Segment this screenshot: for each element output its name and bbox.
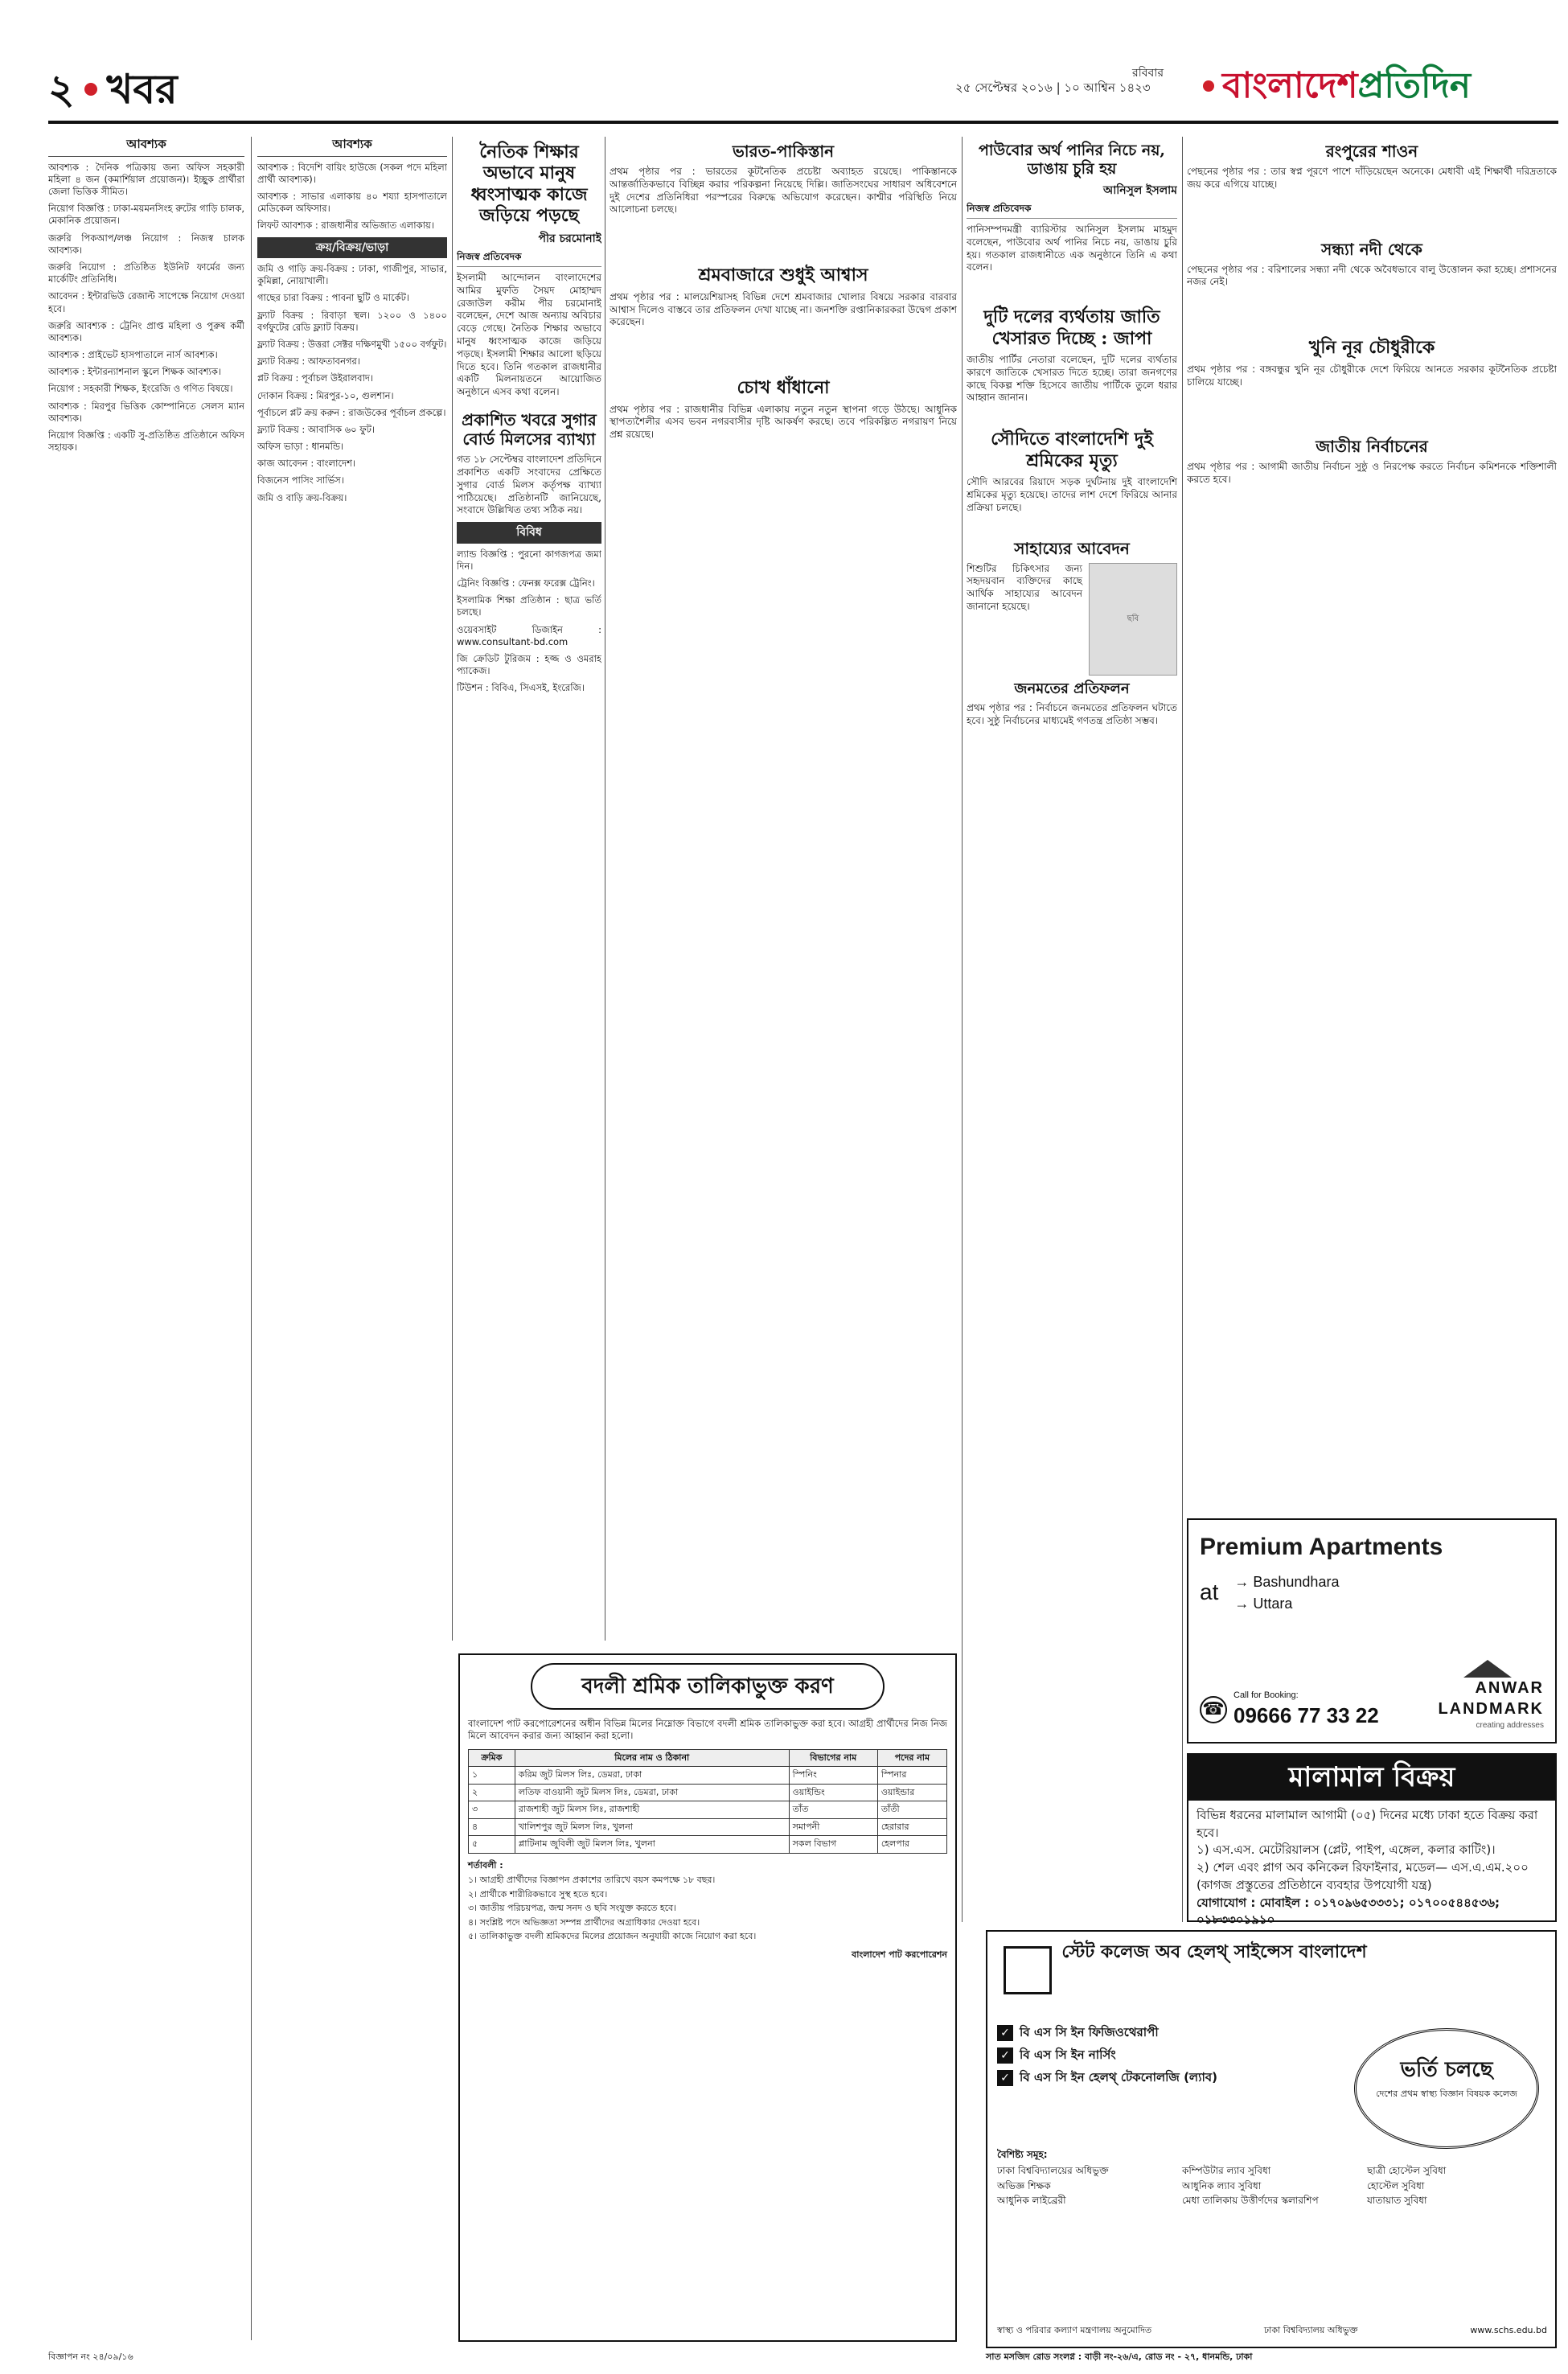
admission-subtitle: দেশের প্রথম স্বাস্থ্য বিজ্ঞান বিষয়ক কলেজ (1376, 2089, 1517, 2100)
table-cell: ৫ (469, 1836, 515, 1854)
classified-item: জমি ও গাড়ি ক্রয়-বিক্রয় : ঢাকা, গাজীপুর, সাভার, কুমিল্লা, নোয়াখালী। (257, 263, 447, 287)
column-divider (962, 137, 963, 1922)
classified-item: প্লট বিক্রয় : পূর্বাচল উইরালবাদ। (257, 372, 374, 384)
classified-item: পূর্বাচলে প্লট ক্রয় করুন : রাজউকের পূর্বাচল প্রকল্পে। (257, 406, 446, 418)
college-address: সাত মসজিদ রোড সংলগ্ন : বাড়ী নং-২৬/এ, রোড নং - ২৭, ধানমন্ডি, ঢাকা (986, 2351, 1253, 2362)
phone-icon: ☎ (1200, 1696, 1227, 1723)
classifieds-column-1 (48, 137, 244, 2340)
location-item: → Bashundhara (1234, 1573, 1340, 1590)
feature-item: যাতায়াত সুবিধা (1367, 2195, 1427, 2207)
classified-item: লিফট আবশ্যক : রাজধানীর অভিজাত এলাকায়। (257, 220, 434, 232)
classified-item: আবশ্যক : ইন্টারন্যাশনাল স্কুলে শিক্ষক আবশ্যক। (48, 366, 221, 378)
table-cell: প্লাটিনাম জুবিলী জুট মিলস লিঃ, খুলনা (515, 1836, 789, 1854)
logo-tagline: creating addresses (1476, 1720, 1544, 1730)
conditions (468, 1860, 947, 1943)
classified-item: ওয়েবসাইট ডিজাইন : www.consultant-bd.com (457, 623, 601, 647)
table-cell: হেরারার (877, 1818, 946, 1836)
ministry-approval: স্বাস্থ্য ও পরিবার কল্যাণ মন্ত্রণালয় অনুমোদিত (997, 2325, 1152, 2336)
news-column-3 (457, 137, 601, 1641)
classified-item: আবশ্যক : সাভার এলাকায় ৪০ শয্যা হাসপাতালে মেডিকেল অফিসার। (257, 191, 447, 215)
table-body (469, 1767, 947, 1854)
table-cell: স্পিনার (877, 1767, 946, 1785)
table-header-cell: ক্রমিক (469, 1749, 515, 1767)
brand-logo (1203, 63, 1471, 109)
classified-item: ট্রেনিং বিজ্ঞপ্তি : ফেনক্স ফরেক্স ট্রেনিং। (457, 577, 595, 589)
header-day: রবিবার (1132, 67, 1164, 80)
table-cell: তাঁতী (877, 1801, 946, 1819)
article-body (967, 562, 1177, 623)
article-paragraph: গত ১৮ সেপ্টেম্বর বাংলাদেশ প্রতিদিনে প্রকাশিত একটি সংবাদের প্রেক্ষিতে সুগার বোর্ড মিলস কর্তৃপক্ষ ব্যাখ্যা পাঠিয়েছে। প্রতিষ্ঠানটি জানিয়েছে, সংবাদে উল্লিখিত তথ্য সঠিক নয়। (457, 454, 601, 516)
ad-title: মালামাল বিক্রয় (1188, 1755, 1555, 1801)
article-body (1187, 166, 1557, 191)
condition-item: ৪। সংশ্লিষ্ট পদে অভিজ্ঞতা সম্পন্ন প্রার্থীদের অগ্রাধিকার দেওয়া হবে। (468, 1916, 700, 1928)
page-header-left (48, 63, 178, 116)
page-number: ২ (48, 65, 75, 113)
section-name: খবর (106, 65, 178, 113)
classified-item: জি ক্রেডিট টুরিজম : হজ্জ ও ওমরাহ প্যাকেজ। (457, 652, 601, 677)
table-header-row (469, 1749, 947, 1767)
table-row (469, 1801, 947, 1819)
article-headline: শ্রমবাজারে শুধুই আশ্বাস (698, 265, 868, 286)
premium-apartments-ad (1187, 1518, 1557, 1744)
features-title: বৈশিষ্ট্য সমূহ: (997, 2149, 1048, 2160)
feature-item: হোস্টেল সুবিধা (1367, 2179, 1425, 2191)
classifieds-list (257, 162, 447, 232)
checkbox-icon: ✓ (997, 2025, 1013, 2041)
article-headline: খুনি নূর চৌধুরীকে (1308, 337, 1435, 359)
classified-item: দোকান বিক্রয় : মিরপুর-১০, গুলশান। (257, 389, 394, 401)
classified-item: ফ্ল্যাট বিক্রয় : আবাসিক ৬০ ফুট। (257, 423, 376, 435)
logo-mark-icon (1463, 1660, 1512, 1678)
features-grid (997, 2165, 1544, 2208)
brand-green: প্রতিদিন (1357, 65, 1471, 106)
checkbox-icon: ✓ (997, 2070, 1013, 2086)
article-byline: পীর চরমোনাই (538, 232, 601, 245)
article-paragraph: প্রথম পৃষ্ঠার পর : ভারতের কূটনৈতিক প্রচেষ্টা অব্যাহত রয়েছে। পাকিস্তানকে আন্তর্জাতিকভাবে বিচ্ছিন্ন করার পরিকল্পনা নিয়েছে দিল্লি। জাতিসংঘের সাধারণ অধিবেশনে দুই দেশের প্রতিনিধিরা পরস্পরের বিরুদ্ধে অভিযোগ করেছেন। কাশ্মীর পরিস্থিতি নিয়ে আলোচনা চলছে। (610, 166, 957, 216)
article-headline: প্রকাশিত খবরে সুগার বোর্ড মিলসের ব্যাখ্যা (462, 410, 597, 450)
company-logo (1438, 1660, 1544, 1731)
classified-item: জরুরি পিকআপ/লঞ্চ নিয়োগ : নিজস্ব চালক আবশ্যক। (48, 232, 244, 256)
course-name: বি এস সি ইন হেলথ্ টেকনোলজি (ল্যাব) (1020, 2070, 1218, 2085)
course-list (997, 2019, 1335, 2093)
classified-item: আবেদন : ইন্টারভিউ রেজাল্ট সাপেক্ষে নিয়োগ দেওয়া হবে। (48, 290, 244, 314)
location-item: → Uttara (1234, 1595, 1293, 1612)
article-paragraph: জাতীয় পার্টির নেতারা বলেছেন, দুটি দলের ব্যর্থতার কারণে জাতিকে খেসারত দিতে হচ্ছে। তারা জনগণের কাছে বিকল্প শক্তি হিসেবে জাতীয় পার্টিকে তুলে ধরার আহ্বান জানান। (967, 353, 1177, 404)
article-reporter: নিজস্ব প্রতিবেদক (457, 251, 601, 267)
section-heading: বিবিধ (457, 522, 601, 543)
article-paragraph: প্রথম পৃষ্ঠার পর : বঙ্গবন্ধুর খুনি নূর চৌধুরীকে দেশে ফিরিয়ে আনতে সরকার কূটনৈতিক প্রচেষ্টা চালিয়ে যাচ্ছে। (1187, 363, 1557, 388)
header-date: ২৫ সেপ্টেম্বর ২০১৬ | ১০ আশ্বিন ১৪২৩ (955, 80, 1151, 95)
brand-dot (1203, 80, 1214, 92)
classified-item: আবশ্যক : মিরপুর ভিত্তিক কোম্পানিতে সেলস ম্যান আবশ্যক। (48, 400, 244, 424)
ad-footer (997, 2325, 1547, 2337)
article-body (457, 272, 601, 399)
condition-item: ৩। জাতীয় পরিচয়পত্র, জন্ম সনদ ও ছবি সংযুক্ত করতে হবে। (468, 1903, 677, 1914)
feature-item: আধুনিক ল্যাব সুবিধা (1182, 2179, 1262, 2191)
feature-item: মেধা তালিকায় উত্তীর্ণদের স্কলারশিপ (1182, 2195, 1319, 2207)
course-item (997, 2047, 1335, 2064)
admission-badge (1354, 2028, 1539, 2149)
article-paragraph: প্রথম পৃষ্ঠার পর : মালয়েশিয়াসহ বিভিন্ন দেশে শ্রমবাজার খোলার বিষয়ে সরকার বারবার আশ্বাস দিলেও বাস্তবে তার প্রতিফলন দেখা যাচ্ছে না। জনশক্তি রপ্তানিকারকরা উদ্বেগ প্রকাশ করেছেন। (610, 290, 957, 328)
article-body (1187, 461, 1557, 487)
college-name: স্টেট কলেজ অব হেলথ্ সাইন্সেস বাংলাদেশ (1061, 1941, 1367, 1962)
classified-item: জরুরি নিয়োগ : প্রতিষ্ঠিত ইউনিট ফার্মের জন্য মার্কেটিং প্রতিনিধি। (48, 261, 244, 285)
table-cell: খালিশপুর জুট মিলস লিঃ, খুলনা (515, 1818, 789, 1836)
ad-item: ১) এস.এস. মেটেরিয়ালস (প্লেট, পাইপ, এঙ্গেল, কলার কাটিং)। (1197, 1842, 1496, 1858)
article-headline: জনমতের প্রতিফলন (1014, 680, 1130, 697)
table-cell: ৩ (469, 1801, 515, 1819)
course-name: বি এস সি ইন ফিজিওথেরাপী (1020, 2025, 1159, 2040)
state-college-ad (986, 1930, 1557, 2348)
table-cell: ১ (469, 1767, 515, 1785)
university-affiliation: ঢাকা বিশ্ববিদ্যালয় অধিভুক্ত (1263, 2325, 1358, 2336)
website-link[interactable]: www.schs.edu.bd (1470, 2325, 1547, 2336)
page-footer-code: বিজ্ঞাপন নং ২৪/০৯/১৬ (48, 2351, 133, 2362)
location-name: Uttara (1253, 1595, 1293, 1612)
ad-title: বদলী শ্রমিক তালিকাভুক্ত করণ (531, 1663, 885, 1710)
classified-item: অফিস ভাড়া : ধানমন্ডি। (257, 441, 344, 453)
table-header-cell: পদের নাম (877, 1749, 946, 1767)
conditions-list (468, 1875, 947, 1943)
table-cell: ২ (469, 1784, 515, 1801)
table-cell: হেলপার (877, 1836, 946, 1854)
table-cell: করিম জুট মিলস লিঃ, ডেমরা, ঢাকা (515, 1767, 789, 1785)
classified-item: ল্যান্ড বিজ্ঞপ্তি : পুরনো কাগজপত্র জমা দিন। (457, 548, 601, 572)
logo-name-2: LANDMARK (1438, 1700, 1544, 1719)
table-row (469, 1767, 947, 1785)
feature-item: ঢাকা বিশ্ববিদ্যালয়ের অধিভুক্ত (997, 2164, 1109, 2176)
article-body (967, 354, 1177, 405)
table-cell: লতিফ বাওয়ানী জুট মিলস লিঃ, ডেমরা, ঢাকা (515, 1784, 789, 1801)
article-body (457, 454, 601, 517)
classified-item: ফ্ল্যাট বিক্রয় : আফতাবনগর। (257, 355, 360, 368)
feature-item: কম্পিউটার ল্যাব সুবিধা (1182, 2164, 1271, 2176)
article-headline: চোখ ধাঁধানো (737, 377, 830, 399)
table-header-cell: বিভাগের নাম (789, 1749, 877, 1767)
article-body (610, 291, 957, 329)
classified-item: ফ্ল্যাট বিক্রয় : উত্তরা সেক্টর দক্ষিণমুখী ১৫০০ বর্গফুট। (257, 338, 447, 350)
column-divider (452, 137, 453, 1641)
classified-item: নিয়োগ বিজ্ঞপ্তি : ঢাকা-ময়মনসিংহ রুটের গাড়ি চালক, মেকানিক প্রয়োজন। (48, 203, 244, 227)
table-row (469, 1836, 947, 1854)
article-body (610, 404, 957, 442)
article-body (967, 476, 1177, 514)
classified-item: টিউশন : বিবিএ, সিএসই, ইংরেজি। (457, 682, 585, 694)
conditions-title: শর্তাবলী : (468, 1859, 503, 1871)
article-paragraph: প্রথম পৃষ্ঠার পর : রাজধানীর বিভিন্ন এলাকায় নতুন নতুন স্থাপনা গড়ে উঠছে। আধুনিক স্থাপত্যশৈলীর এসব ভবন নগরবাসীর দৃষ্টি আকর্ষণ করছে। তবে পরিকল্পিত নগরায়ণ নিয়ে প্রশ্ন রয়েছে। (610, 403, 957, 441)
table-cell: সকল বিভাগ (789, 1836, 877, 1854)
booking-contact (1200, 1690, 1379, 1729)
table-cell: ওয়াইন্ডিং (789, 1784, 877, 1801)
classified-item: জরুরি আবশ্যক : ট্রেনিং প্রাপ্ত মহিলা ও পুরুষ কর্মী আবশ্যক। (48, 319, 244, 343)
classified-item: নিয়োগ বিজ্ঞপ্তি : একটি সু-প্রতিষ্ঠিত প্রতিষ্ঠানে অফিস সহায়ক। (48, 429, 244, 454)
article-headline: সন্ধ্যা নদী থেকে (1321, 239, 1422, 259)
brand-red: বাংলাদেশ (1222, 65, 1358, 106)
column-divider (251, 137, 252, 2340)
goods-sale-ad (1187, 1753, 1557, 1928)
news-column-5 (967, 137, 1177, 1922)
condition-item: ২। প্রার্থীকে শারীরিকভাবে সুস্থ হতে হবে। (468, 1888, 608, 1900)
classifieds-list (257, 263, 447, 504)
child-photo: ছবি (1089, 563, 1177, 676)
classified-item: বিজনেস পাসিং সার্ভিস। (257, 474, 344, 487)
phone-number: 09666 77 33 22 (1233, 1702, 1379, 1727)
admission-title: ভর্তি চলছে (1400, 2058, 1493, 2082)
classified-item: কাজ আবেদন : বাংলাদেশ। (257, 458, 356, 470)
header-dot (84, 83, 97, 96)
article-headline: ভারত-পাকিস্তান (732, 142, 835, 161)
header-rule (48, 121, 1558, 124)
ad-text: বিভিন্ন ধরনের মালামাল আগামী (০৫) দিনের মধ্যে ঢাকা হতে বিক্রয় করা হবে। (1197, 1807, 1538, 1840)
table-cell: ৪ (469, 1818, 515, 1836)
misc-list (457, 548, 601, 695)
ad-body (1188, 1801, 1555, 1936)
classified-item: ফ্ল্যাট বিক্রয় : রিবাড়া স্থল। ১২০০ ও ১৪০০ বর্গফুটের রেডি ফ্ল্যাট বিক্রয়। (257, 309, 447, 333)
article-paragraph: পেছনের পৃষ্ঠার পর : তার স্বপ্ন পূরণে পাশে দাঁড়িয়েছেন অনেকে। মেধাবী এই শিক্ষার্থী দরিদ্রতাকে জয় করে এগিয়ে যাচ্ছে। (1187, 166, 1557, 190)
article-byline: আনিসুল ইসলাম (1102, 183, 1177, 197)
article-body (1187, 264, 1557, 290)
mill-table (468, 1749, 947, 1854)
ad-title: Premium Apartments (1200, 1534, 1443, 1560)
article-body (1187, 363, 1557, 389)
feature-item: ছাত্রী হোস্টেল সুবিধা (1367, 2164, 1447, 2176)
course-item (997, 2070, 1335, 2086)
article-headline: দুটি দলের ব্যর্থতায় জাতি খেসারত দিচ্ছে : জাপা (983, 306, 1160, 349)
feature-item: অভিজ্ঞ শিক্ষক (997, 2179, 1051, 2191)
location-name: Bashundhara (1253, 1573, 1340, 1590)
condition-item: ১। আগ্রহী প্রার্থীদের বিজ্ঞাপন প্রকাশের তারিখে বয়স কমপক্ষে ১৮ বছর। (468, 1875, 716, 1886)
college-logo-icon (1004, 1946, 1052, 1994)
feature-item: আধুনিক লাইব্রেরী (997, 2195, 1066, 2207)
ad-signature: বাংলাদেশ পাট করপোরেশন (852, 1949, 947, 1960)
table-header-cell: মিলের নাম ও ঠিকানা (515, 1749, 789, 1767)
article-paragraph: প্রথম পৃষ্ঠার পর : নির্বাচনে জনমতের প্রতিফলন ঘটাতে হবে। সুষ্ঠু নির্বাচনের মাধ্যমেই গণতন্ত্র প্রতিষ্ঠা সম্ভব। (967, 702, 1177, 726)
ad-intro: বাংলাদেশ পাট করপোরেশনের অধীন বিভিন্ন মিলের নিম্নোক্ত বিভাগে বদলী শ্রমিক তালিকাভুক্ত করা হবে। আগ্রহী প্রার্থীদের নিজ নিজ মিলে আবেদন করার জন্য আহ্বান করা হলো। (468, 1718, 947, 1742)
section-heading: ক্রয়/বিক্রয়/ভাড়া (257, 237, 447, 258)
ad-item: ২) শেল এবং প্লাগ অব কনিকেল রিফাইনার, মডেল— এস.এ.এম.২০০ (কাগজ প্রস্তুতের প্রতিষ্ঠানে ব্যবহার উপযোগী যন্ত্র) (1197, 1860, 1529, 1892)
ad-contact: যোগাযোগ : মোবাইল : ০১৭০৯৬৫৩৩৩১; ০১৭০০৫৪৪৫৩৬; ০১৮৩৩০১৯১০ (1197, 1895, 1500, 1928)
classified-item: নিয়োগ : সহকারী শিক্ষক, ইংরেজি ও গণিত বিষয়ে। (48, 383, 233, 395)
table-row (469, 1818, 947, 1836)
classifieds-list (48, 162, 244, 454)
article-paragraph: পানিসম্পদমন্ত্রী ব্যারিস্টার আনিসুল ইসলাম মাহমুদ বলেছেন, পাউবোর অর্থ পানির নিচে নয়, ডাঙায় চুরি হয়। গতকাল রাজধানীতে এক অনুষ্ঠানে তিনি এ কথা বলেন। (967, 223, 1177, 273)
article-headline: রংপুরের শাওন (1325, 142, 1418, 161)
classified-item: আবশ্যক : প্রাইভেট হাসপাতালে নার্স আবশ্যক। (48, 349, 218, 361)
table-cell: সমাপনী (789, 1818, 877, 1836)
classifieds-column-2 (257, 137, 447, 2340)
condition-item: ৫। তালিকাভুক্ত বদলী শ্রমিকদের মিলের প্রয়োজন অনুযায়ী কাজে নিয়োগ করা হবে। (468, 1931, 757, 1942)
features-block (997, 2149, 1544, 2208)
call-label: Call for Booking: (1233, 1690, 1299, 1701)
table-row (469, 1784, 947, 1801)
badli-worker-ad (458, 1653, 957, 2342)
course-name: বি এস সি ইন নার্সিং (1020, 2047, 1116, 2063)
article-paragraph: ইসলামী আন্দোলন বাংলাদেশের আমির মুফতি সৈয়দ মোহাম্মদ রেজাউল করীম পীর চরমোনাই বলেছেন, দেশে আজ অন্যায় অবিচার বেড়ে গেছে। নৈতিক শিক্ষার অভাবে মানুষ ধ্বংসাত্মক কাজে জড়িয়ে পড়ছে। ইসলামী শিক্ষার আলো ছড়িয়ে দিতে হবে। তিনি গতকাল রাজধানীর একটি মিলনায়তনে আয়োজিত অনুষ্ঠানে এসব কথা বলেন। (457, 271, 601, 398)
section-heading: আবশ্যক (48, 137, 244, 157)
article-reporter: নিজস্ব প্রতিবেদক (967, 203, 1177, 219)
location-list (1234, 1571, 1339, 1615)
table-cell: তাঁত (789, 1801, 877, 1819)
article-headline: নৈতিক শিক্ষার অভাবে মানুষ ধ্বংসাত্মক কাজে জড়িয়ে পড়ছে (470, 142, 588, 227)
article-paragraph: সৌদি আরবের রিয়াদে সড়ক দুর্ঘটনায় দুই বাংলাদেশি শ্রমিকের মৃত্যু হয়েছে। তাদের লাশ দেশে ফিরিয়ে আনার প্রক্রিয়া চলছে। (967, 476, 1177, 513)
classified-item: জমি ও বাড়ি ক্রয়-বিক্রয়। (257, 491, 347, 503)
section-heading: আবশ্যক (257, 137, 447, 157)
logo-name-1: ANWAR (1475, 1679, 1544, 1698)
news-column-4 (610, 137, 957, 1641)
classified-item: আবশ্যক : দৈনিক পত্রিকায় জন্য অফিস সহকারী মহিলা ৪ জন (কমার্শিয়াল প্রয়োজন)। ইচ্ছুক প্রার্থীরা জেলা ভিত্তিক সীমিত। (48, 161, 244, 198)
article-paragraph: পেছনের পৃষ্ঠার পর : বরিশালের সন্ধ্যা নদী থেকে অবৈধভাবে বালু উত্তোলন করা হচ্ছে। প্রশাসনের নজর নেই। (1187, 263, 1557, 288)
table-cell: স্পিনিং (789, 1767, 877, 1785)
at-label: at (1200, 1579, 1219, 1605)
article-body (967, 224, 1177, 274)
article-paragraph: প্রথম পৃষ্ঠার পর : আগামী জাতীয় নির্বাচন সুষ্ঠু ও নিরপেক্ষ করতে নির্বাচন কমিশনকে শক্তিশালী করতে হবে। (1187, 461, 1557, 486)
article-body (610, 166, 957, 216)
column-divider (1182, 137, 1183, 1922)
article-headline: সৌদিতে বাংলাদেশি দুই শ্রমিকের মৃত্যু (991, 429, 1153, 471)
article-body (967, 702, 1177, 728)
classified-item: গাছের চারা বিক্রয় : পাবনা ছুটি ও মার্কেট। (257, 292, 410, 304)
article-paragraph: শিশুটির চিকিৎসার জন্য সহৃদয়বান ব্যক্তিদের কাছে আর্থিক সাহায্যের আবেদন জানানো হয়েছে। (967, 562, 1082, 613)
table-cell: ওয়াইন্ডার (877, 1784, 946, 1801)
article-headline: পাউবোর অর্থ পানির নিচে নয়, ডাঙায় চুরি হয় (978, 142, 1166, 178)
news-column-6 (1187, 137, 1557, 1512)
classified-item: আবশ্যক : বিদেশি বায়িং হাউজে (সকল পদে মহিলা প্রার্থী আবশ্যক)। (257, 161, 447, 185)
table-cell: রাজশাহী জুট মিলস লিঃ, রাজশাহী (515, 1801, 789, 1819)
article-headline: সাহায্যের আবেদন (1014, 538, 1130, 558)
course-item (997, 2025, 1335, 2041)
location-block (1200, 1571, 1544, 1615)
article-headline: জাতীয় নির্বাচনের (1316, 437, 1428, 457)
checkbox-icon: ✓ (997, 2047, 1013, 2064)
classified-item: ইসলামিক শিক্ষা প্রতিষ্ঠান : ছাত্র ভর্তি চলছে। (457, 594, 601, 618)
